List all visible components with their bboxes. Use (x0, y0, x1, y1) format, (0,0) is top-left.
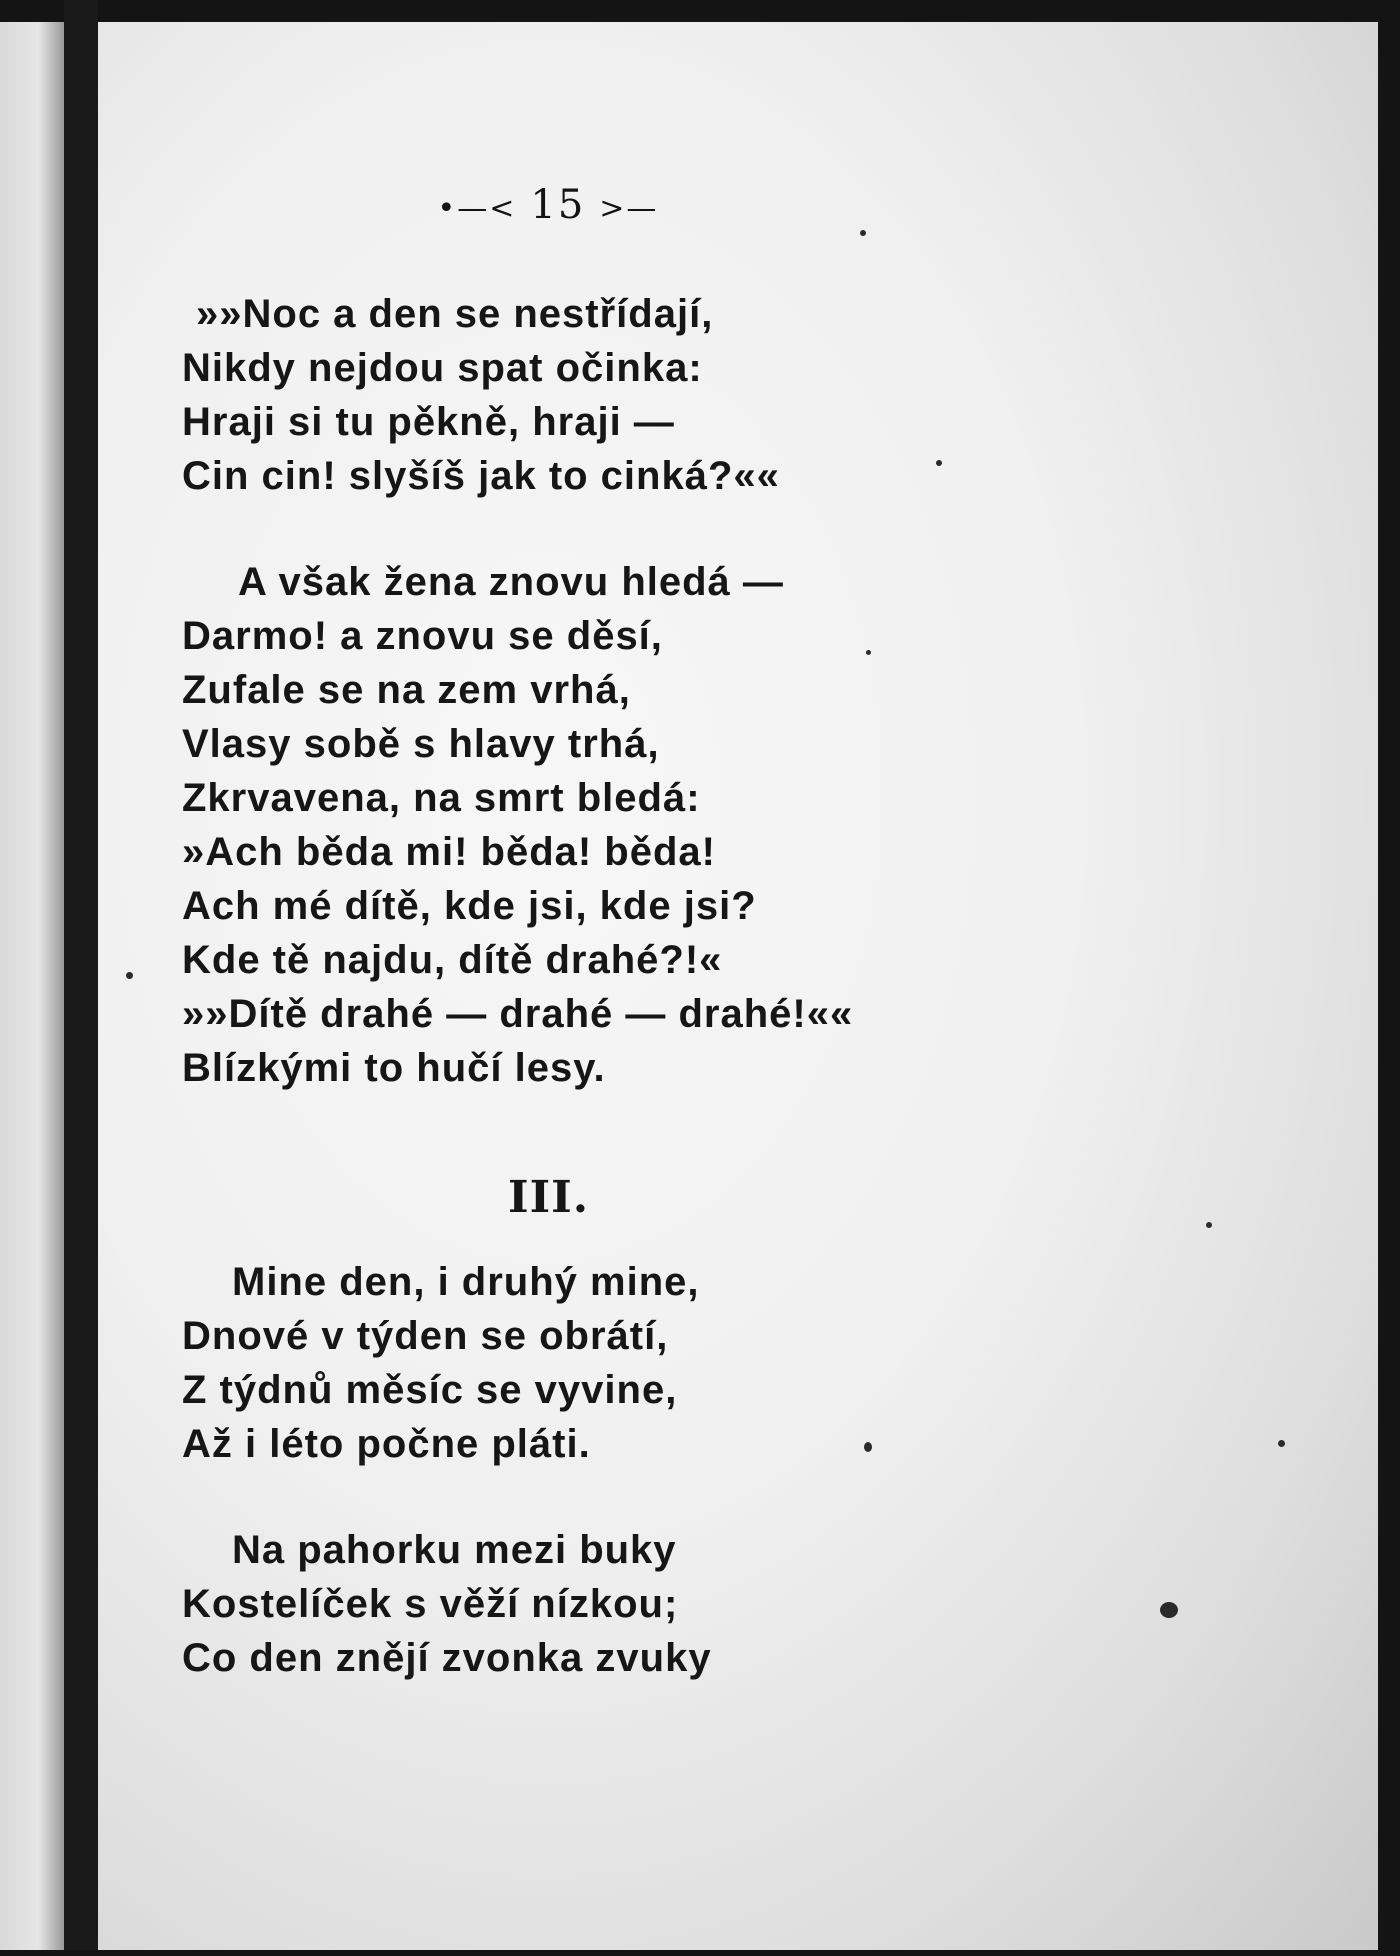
scan-speck (860, 230, 866, 236)
stanza-3-line-4: Až i léto počne pláti. (182, 1422, 591, 1466)
stanza-2-line-5: Zkrvavena, na smrt bledá: (182, 776, 701, 820)
stanza-2-line-10: Blízkými to hučí lesy. (182, 1046, 606, 1090)
stanza-3-line-2: Dnové v týden se obrátí, (182, 1314, 669, 1358)
stanza-4-line-2: Kostelíček s věží nízkou; (182, 1582, 679, 1626)
page-number-header (98, 182, 998, 228)
page (98, 22, 1378, 1952)
stanza-1-line-4: Cin cin! slyšíš jak to cinká?«« (182, 454, 780, 498)
scan-speck (936, 460, 942, 466)
stanza-1-line-1: »»Noc a den se nestřídají, (196, 292, 714, 336)
book-gutter (64, 0, 98, 1956)
stanza-2-line-2: Darmo! a znovu se děsí, (182, 614, 663, 658)
stanza-3-line-3: Z týdnů měsíc se vyvine, (182, 1368, 678, 1412)
stanza-4-line-3: Co den znějí zvonka zvuky (182, 1636, 712, 1680)
stanza-1-line-2: Nikdy nejdou spat očinka: (182, 346, 703, 390)
scan-speck (126, 972, 133, 979)
stanza-2-line-7: Ach mé dítě, kde jsi, kde jsi? (182, 884, 757, 928)
section-heading: III. (508, 1172, 590, 1223)
page-number: 15 (530, 182, 586, 228)
left-ornament: •—< (437, 190, 517, 226)
scan-speck (866, 650, 871, 655)
scan-speck (864, 1442, 872, 1452)
scan-speck (1278, 1440, 1285, 1447)
stanza-2-line-9: »»Dítě drahé — drahé — drahé!«« (182, 992, 854, 1036)
stanza-2-line-8: Kde tě najdu, dítě drahé?!« (182, 938, 723, 982)
stanza-4-line-1: Na pahorku mezi buky (232, 1528, 677, 1572)
stanza-2-line-6: »Ach běda mi! běda! běda! (182, 830, 716, 874)
stanza-1-line-3: Hraji si tu pěkně, hraji — (182, 400, 675, 444)
stanza-2-line-3: Zufale se na zem vrhá, (182, 668, 631, 712)
scan-speck (1206, 1222, 1212, 1228)
scan-bottom-edge (0, 1950, 1400, 1956)
stanza-2-line-4: Vlasy sobě s hlavy trhá, (182, 722, 660, 766)
stanza-2-line-1: A však žena znovu hledá — (238, 560, 784, 604)
previous-page-edge (0, 22, 64, 1952)
scan-speck (1160, 1602, 1178, 1618)
right-ornament: >— (599, 190, 659, 226)
stanza-3-line-1: Mine den, i druhý mine, (232, 1260, 700, 1304)
